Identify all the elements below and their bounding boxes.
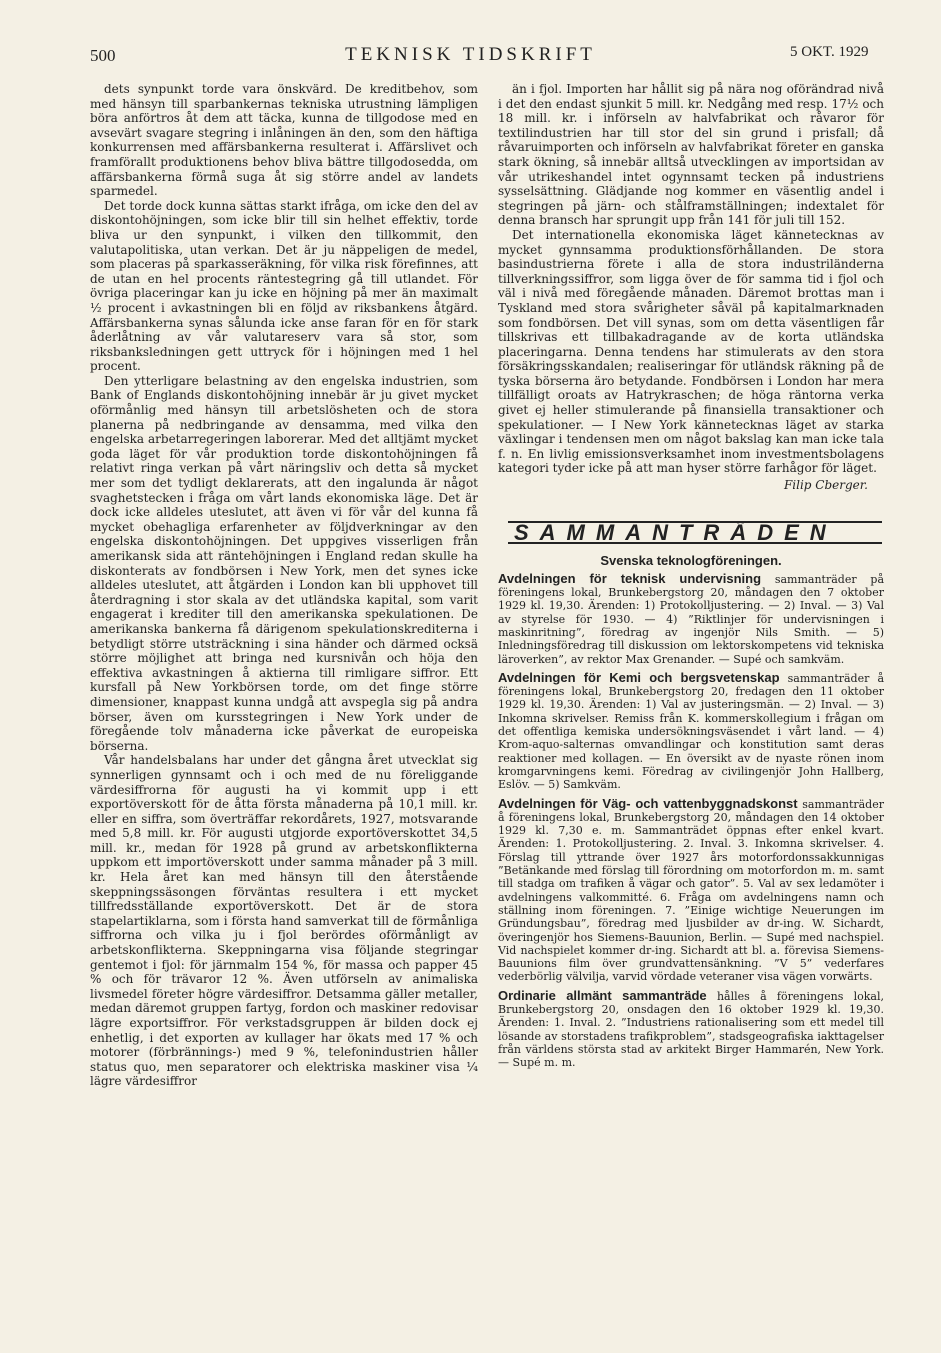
paragraph: Det torde dock kunna sättas starkt ifråga, om icke den del av diskontohöjningen, som icke blir till sin helhet effektiv, torde bliva ur den synpunkt, i vilken den tillkommit, den valutapolitiska, utan verkan. Det är ju näppeligen de medel, som placeras på sparkasseräkning, för vilka risk förefinnes, att de utan en hel procents räntestegring gå till utlandet. För övriga placeringar kan ju icke en höjning på mer än maximalt ½ procent i avkastningen bli en följd av riksbankens åtgärd. Affärsbankerna synas sålunda icke anse faran för en för stark åderlåtning av vår valutareserv vara så stor, som riksbanksledningen gett uttryck för i höjningen med 1 hel procent. bbox=[90, 198, 478, 374]
paragraph: Vår handelsbalans har under det gångna året utvecklat sig synnerligen gynnsamt och i och med de nu föreliggande värdesiffrorna för augusti ha vi kommit upp i ett exportöverskott för de åtta första månaderna på 10,1 mill. kr. eller en siffra, som överträffar rekordårets, 1927, motsvarande med 5,8 mill. kr. För augusti utgjorde exportöverskottet 34,5 mill. kr., medan för 1928 på grund av arbetskonflikterna uppkom ett importöverskott under samma månader på 3 mill. kr. Hela året kan med hänsyn till den återstående skeppningssäsongen förväntas resultera i ett mycket tillfredsställande exportöverskott. Det är de stora stapelartiklarna, som i första hand samverkat till de förmånliga siffrorna och vilka ju i fjol berördes oförmånligt av arbetskonflikterna. Skeppningarna visa följande stegringar gentemot i fjol: för järnmalm 154 %, för massa och papper 45 % och för trävaror 12 %. Även utförseln av animaliska livsmedel företer högre värdesiffror. Detsamma gäller metaller, medan däremot gruppen fartyg, fordon och maskiner redovisar lägre exportsiffror. För verkstadsgruppen är bilden dock ej enhetlig, i det exporten av kullager har ökats med 17 % och motorer (förbrännings-) med 9 %, telefonindustrien håller status quo, men separatorer och elektriska maskiner visa ¼ lägre värdesiffror bbox=[90, 753, 478, 1089]
meeting-notice bbox=[498, 671, 884, 792]
meeting-title: Avdelningen för Väg- och vattenbyggnadskonst bbox=[498, 795, 798, 811]
page-date: 5 OKT. 1929 bbox=[790, 44, 869, 60]
meeting-body: sammanträder å föreningens lokal, Brunkebergstorg 20, fredagen den 11 oktober 1929 kl. 19,30. Ärenden: 1) Val av justeringsmän. — 2) Inval. — 3) Inkomna skrivelser. Remiss från K. kommerskollegium i frågan om det offentliga kemiska undersökningsväsendet i vårt land. — 4) Krom-aquo-salternas omvandlingar och konstitution samt deras reaktioner med kollagen. — En översikt av de nyaste rönen inom kromgarvningens kemi. Föredrag av civilingenjör John Hallberg, Eslöv. — 5) Samkväm. bbox=[498, 671, 884, 792]
paragraph: dets synpunkt torde vara önskvärd. De kreditbehov, som med hänsyn till sparbankernas tekniska utrustning lämpligen böra anförtros åt dem att täcka, kunna de tillgodose med en avsevärt svagare stegring i inlåningen än den, som den häftiga konkurrensen med affärsbankerna resulterat i. Affärslivet och framförallt produktionens behov bliva bättre tillgodosedda, om affärsbankerna förmå suga åt sig större andel av landets sparmedel. bbox=[90, 82, 478, 199]
left-column bbox=[90, 82, 478, 1089]
paragraph: Den ytterligare belastning av den engelska industrien, som Bank of Englands diskontohöjning innebär är ju givet mycket oförmånlig med hänsyn till arbetslösheten och de stora planerna på nedbringande av densamma, med vilka den engelska arbetarregeringen laborerar. Med det alltjämt mycket goda läget för vår produktion torde diskontohöjningen få relativt ringa verkan på vårt näringsliv och detta så mycket mer som det tydligt deklarerats, att den ingalunda är något svaghetstecken i fråga om vårt lands ekonomiska läge. Det är dock icke alldeles uteslutet, att även vi för vår del kunna få mycket obehagliga erfarenheter av följdverkningar av den engelska diskontohöjningen. Det uppgives visserligen från amerikansk sida att räntehöjningen i England redan skulle ha diskonterats av fondbörsen i New York, men det synes icke alldeles uteslutet, att åtgärden i London kan bli upphovet till återdragning i stor skala av det utländska kapital, som varit engagerat i krediter till den amerikanska spekulationen. De amerikanska bankerna få därigenom spekulationskrediterna i betydligt större utsträckning i sina händer och därmed ocksä större möjlighet att bringa ned kursnivån och höja den effektiva avkastningen å aktierna till rimligare siffror. Ett kursfall på New Yorkbörsen torde, om det finge större dimensioner, knappast kunna undgå att avspegla sig på andra börser, även om kursstegringen i New York under de föregående tolv månaderna icke påverkat de europeiska börserna. bbox=[90, 373, 478, 753]
meeting-title: Avdelningen för teknisk undervisning bbox=[498, 570, 762, 586]
section-banner: SAMMANTRÄDEN bbox=[508, 521, 882, 545]
meeting-notice bbox=[498, 989, 884, 1070]
author-signature: Filip Cberger. bbox=[783, 478, 868, 493]
meeting-notice bbox=[498, 797, 884, 984]
society-title: Svenska teknologföreningen. bbox=[600, 553, 782, 569]
meeting-title: Ordinarie allmänt sammanträde bbox=[498, 987, 707, 1003]
right-column bbox=[498, 82, 884, 1075]
meeting-body: sammanträder å föreningens lokal, Brunkebergstorg 20, måndagen den 14 oktober 1929 kl. 7,30 e. m. Sammanträdet öppnas efter enkel kvart. Ärenden: 1. Protokolljustering. 2. Inval. 3. Inkomna skrivelser. 4. Förslag till yttrande över 1927 års motorfordonssakkunnigas ”Betänkande med förslag till förordning om motorfordon m. m. samt till stadga om trafiken å vägar och gator”. 5. Val av sex ledamöter i avdelningens valkommitté. 6. Fråga om avdelningens namn och ställning inom föreningen. 7. ”Einige wichtige Neuerungen im Gründungsbau”, föredrag med ljusbilder av dr-ing. W. Sichardt, överingenjör hos Siemens-Bauunion, Berlin. — Supé med nachspiel. Vid nachspielet kommer dr-ing. Sichardt att bl. a. förevisa Siemens-Bauunions film över grundvattensänkning. ”V 5” vederfares vederbörlig välvilja, varvid vördade veteraner visa vägen vorwärts. bbox=[498, 797, 884, 984]
meeting-notice bbox=[498, 572, 884, 666]
meeting-body: hålles å föreningens lokal, Brunkebergstorg 20, onsdagen den 16 oktober 1929 kl. 19,30. Ärenden: 1. Inval. 2. ”Industriens rationalisering som ett medel till lösande av storstadens trafikproblem”, stadsgeografiska iakttagelser från världens största stad av arkitekt Birger Hammarén, New York. — Supé m. m. bbox=[498, 989, 885, 1070]
page-number: 500 bbox=[90, 46, 116, 65]
paragraph: än i fjol. Importen har hållit sig på nära nog oförändrad nivå i det den endast sjunkit 5 mill. kr. Nedgång med resp. 17½ och 18 mill. kr. i införseln av halvfabrikat och råvaror för textilindustrien har till stor del sin grund i prisfall; då råvaruimporten och införseln av halvfabrikat företer en ganska stark ökning, så innebär alltså utvecklingen av importsidan av vår utrikeshandel intet ogynnsamt tecken på industriens sysselsättning. Glädjande nog kommer en väsentlig andel i stegringen på järn- och stålframställningen; indextalet för denna bransch har sprungit upp från 141 för juli till 152. bbox=[498, 82, 884, 228]
economic-notes bbox=[498, 82, 884, 476]
paragraph: Det internationella ekonomiska läget kännetecknas av mycket gynnsamma produktionsförhållanden. De stora basindustrierna förete i alla de stora industriländerna tillverkningssiffror, som ligga över de för samma tid i fjol och väl i nivå med föregående månaden. Däremot brottas man i Tyskland med stora svårigheter såväl på kapitalmarknaden som fondbörsen. Det vill synas, som om detta väsentligen får tillskrivas ett tillbakadragande av de korta utländska placeringarna. Denna tendens har stimulerats av den stora försäkringsskandalen; realiseringar för utländsk räkning på de tyska börserna äro betydande. Fondbörsen i London har mera tillfälligt oroats av Hatrykraschen; de höga räntorna verka givet ej heller stimulerande på finansiella transaktioner och spekulationer. — I New York kännetecknas läget av starka växlingar i tendensen men om något bakslag kan man icke tala f. n. En livlig emissionsverksamhet inom investmentsbolagens kategori tyder icke på att man hyser större farhågor för läget. bbox=[498, 227, 884, 476]
meeting-title: Avdelningen för Kemi och bergsvetenskap bbox=[498, 669, 780, 685]
meeting-body: sammanträder på föreningens lokal, Brunkebergstorg 20, måndagen den 7 oktober 1929 kl. 19,30. Ärenden: 1) Protokolljustering. — 2) Inval. — 3) Val av styrelse för 1930. — 4) ”Riktlinjer för undervisningen i maskinritning”, föredrag av ingenjör Nils Smith. — 5) Inledningsföredrag till diskussion om lektorskompetens vid tekniska läroverken”, av rektor Max Grenander. — Supé och samkväm. bbox=[498, 572, 884, 666]
journal-title: TEKNISK TIDSKRIFT bbox=[345, 44, 596, 65]
